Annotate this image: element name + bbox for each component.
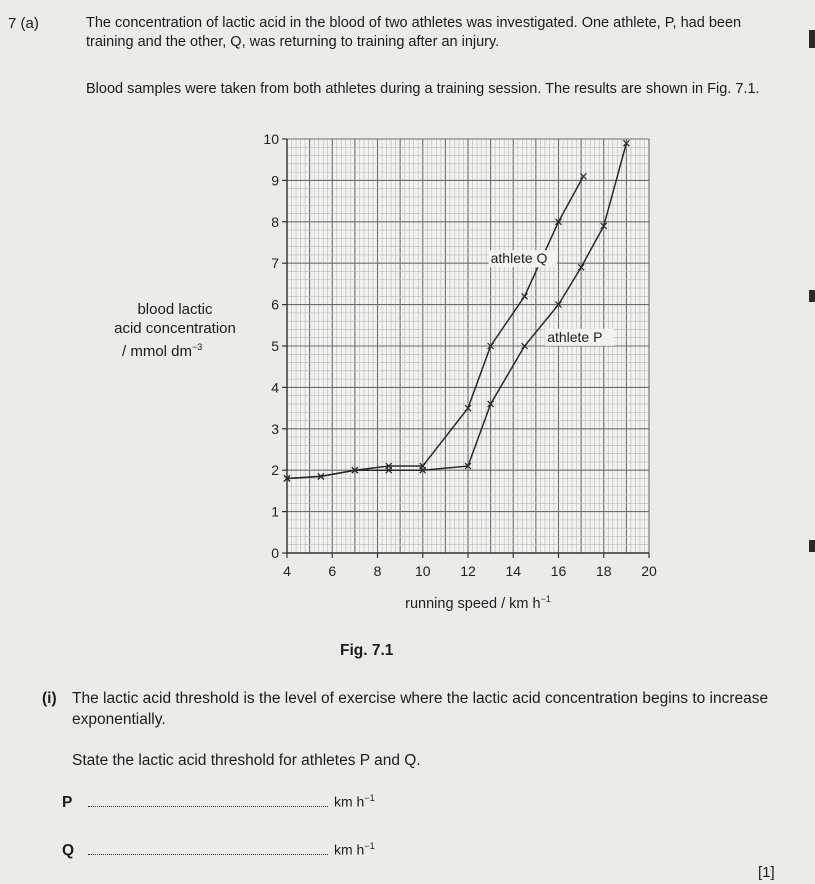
instruction-text: State the lactic acid threshold for athletes P and Q. bbox=[72, 752, 421, 769]
part-i bbox=[42, 688, 787, 730]
question-number: 7 (a) bbox=[8, 15, 39, 32]
lactic-acid-chart bbox=[240, 125, 680, 625]
figure-caption: Fig. 7.1 bbox=[340, 642, 394, 659]
page-edge-mark bbox=[809, 290, 815, 302]
question-intro-continued: Blood samples were taken from both athletes during a training session. The results are shown in Fig. 7.1. bbox=[86, 81, 760, 97]
x-tick-label: 12 bbox=[460, 563, 476, 579]
series-label-athlete-p: athlete P bbox=[547, 328, 603, 345]
part-number: (i) bbox=[42, 690, 57, 707]
x-tick-label: 20 bbox=[641, 563, 657, 579]
x-tick-label: 16 bbox=[550, 563, 567, 579]
y-tick-label: 10 bbox=[263, 131, 279, 147]
answer-unit-q: km $h^{-1}$ bbox=[334, 841, 375, 858]
x-axis-label: running speed / km $h^{-1}$ bbox=[405, 594, 551, 612]
page-edge-mark bbox=[809, 30, 815, 48]
y-tick-label: 9 bbox=[271, 172, 279, 189]
answer-field-p[interactable] bbox=[88, 792, 328, 807]
y-axis-label-line-2: acid concentration bbox=[114, 320, 236, 337]
answer-label-p: P bbox=[62, 794, 73, 811]
y-tick-label: 8 bbox=[271, 213, 279, 230]
y-tick-label: 7 bbox=[271, 255, 279, 272]
answer-unit-p: km $h^{-1}$ bbox=[334, 793, 375, 810]
y-tick-label: 2 bbox=[271, 462, 279, 479]
page-edge-mark bbox=[809, 540, 815, 552]
marks-label: [1] bbox=[758, 864, 775, 881]
question-intro: The concentration of lactic acid in the blood of two athletes was investigated. One athlete, P, had been training and the other, Q, was returning to training after an injury. bbox=[86, 15, 742, 50]
y-axis-unit: / mmol $dm^{-3}$ bbox=[122, 342, 203, 360]
y-axis-label bbox=[100, 300, 250, 361]
x-tick-label: 14 bbox=[505, 563, 522, 579]
part-text: The lactic acid threshold is the level of exercise where the lactic acid concentration begins to increase exponentially. bbox=[72, 690, 769, 728]
answer-label-q: Q bbox=[62, 842, 75, 859]
answer-row-p bbox=[62, 792, 375, 812]
x-tick-label: 4 bbox=[283, 563, 291, 579]
answer-row-q bbox=[62, 840, 375, 860]
x-tick-label: 6 bbox=[328, 563, 337, 579]
x-tick-label: 8 bbox=[373, 563, 382, 579]
y-tick-label: 6 bbox=[271, 296, 279, 313]
answer-field-q[interactable] bbox=[88, 840, 328, 855]
y-tick-label: 4 bbox=[271, 379, 279, 396]
y-tick-label: 3 bbox=[271, 420, 279, 437]
x-tick-label: 18 bbox=[595, 563, 612, 579]
y-tick-label: 1 bbox=[271, 503, 279, 520]
y-axis-label-line-1: blood lactic bbox=[137, 301, 213, 318]
series-label-athlete-q: athlete Q bbox=[490, 250, 548, 267]
y-tick-label: 0 bbox=[271, 545, 279, 561]
x-tick-label: 10 bbox=[414, 563, 431, 579]
y-tick-label: 5 bbox=[271, 338, 279, 354]
